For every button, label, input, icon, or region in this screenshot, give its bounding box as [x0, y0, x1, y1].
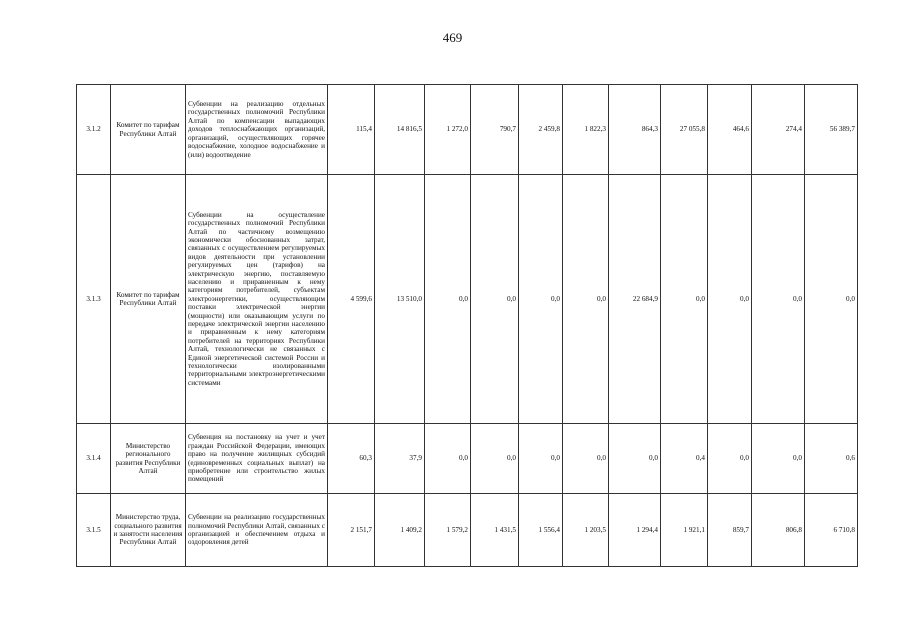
- value-cell: 0,0: [752, 175, 805, 424]
- value-cell: 6 710,8: [805, 494, 858, 567]
- value-cell: 859,7: [708, 494, 752, 567]
- value-cell: 27 055,8: [661, 85, 708, 175]
- value-cell: 0,0: [519, 424, 563, 494]
- value-cell: 13 510,0: [375, 175, 425, 424]
- table-row: [77, 175, 858, 424]
- value-cell: 4 599,6: [328, 175, 375, 424]
- value-cell: 790,7: [471, 85, 519, 175]
- value-cell: 0,0: [563, 175, 609, 424]
- description-cell: Субвенции на осуществление государственных полномочий Республики Алтай по частичному возмещению экономически обоснованных затрат, связанных с осуществлением регулируемых видов деятельности при установлении регулируемых цен (тарифов) на электрическую энергию, поставляемую населению и приравненным к нему категориям потребителей, субъектам электроэнергетики, осуществляющим поставки электрической энергии (мощности) или оказывающим услуги по передаче электрической энергии населению и приравненным к нему категориям потребителей на территориях Республики Алтай, технологически не связанных с Единой энергетической системой России и технологически изолированными территориальными электроэнергетическими системами: [186, 175, 328, 424]
- organization-cell: Министерство труда, социального развития и занятости населения Республики Алтай: [111, 494, 186, 567]
- value-cell: 1 203,5: [563, 494, 609, 567]
- value-cell: 0,0: [805, 175, 858, 424]
- table-row: [77, 424, 858, 494]
- value-cell: 37,9: [375, 424, 425, 494]
- value-cell: 22 684,9: [609, 175, 661, 424]
- value-cell: 56 389,7: [805, 85, 858, 175]
- value-cell: 60,3: [328, 424, 375, 494]
- value-cell: 1 822,3: [563, 85, 609, 175]
- value-cell: 14 816,5: [375, 85, 425, 175]
- value-cell: 0,0: [471, 424, 519, 494]
- row-code-cell: 3.1.5: [77, 494, 111, 567]
- value-cell: 1 294,4: [609, 494, 661, 567]
- value-cell: 0,0: [752, 424, 805, 494]
- value-cell: 806,8: [752, 494, 805, 567]
- row-code-cell: 3.1.2: [77, 85, 111, 175]
- value-cell: 0,0: [425, 424, 471, 494]
- value-cell: 0,0: [519, 175, 563, 424]
- value-cell: 0,0: [425, 175, 471, 424]
- value-cell: 0,0: [471, 175, 519, 424]
- value-cell: 0,0: [708, 424, 752, 494]
- value-cell: 1 272,0: [425, 85, 471, 175]
- value-cell: 1 921,1: [661, 494, 708, 567]
- page-number: 469: [442, 30, 463, 45]
- value-cell: 115,4: [328, 85, 375, 175]
- value-cell: 0,4: [661, 424, 708, 494]
- value-cell: 1 556,4: [519, 494, 563, 567]
- description-cell: Субвенция на постановку на учет и учет граждан Российской Федерации, имеющих право на получение жилищных субсидий (единовременных социальных выплат) на приобретение или строительство жилых помещений: [186, 424, 328, 494]
- value-cell: 0,0: [609, 424, 661, 494]
- value-cell: 464,6: [708, 85, 752, 175]
- value-cell: 274,4: [752, 85, 805, 175]
- description-cell: Субвенции на реализацию государственных полномочий Республики Алтай, связанных с организацией и обеспечением отдыха и оздоровления детей: [186, 494, 328, 567]
- value-cell: 1 409,2: [375, 494, 425, 567]
- organization-cell: Комитет по тарифам Республики Алтай: [111, 175, 186, 424]
- value-cell: 0,6: [805, 424, 858, 494]
- value-cell: 0,0: [661, 175, 708, 424]
- value-cell: 2 151,7: [328, 494, 375, 567]
- row-code-cell: 3.1.3: [77, 175, 111, 424]
- value-cell: 1 579,2: [425, 494, 471, 567]
- subventions-table: [76, 84, 858, 567]
- value-cell: 1 431,5: [471, 494, 519, 567]
- description-cell: Субвенции на реализацию отдельных государственных полномочий Республики Алтай по компенсации выпадающих доходов теплоснабжающих организаций, организаций, осуществляющих горячее водоснабжение, холодное водоснабжение и (или) водоотведение: [186, 85, 328, 175]
- table-row: [77, 494, 858, 567]
- value-cell: 2 459,8: [519, 85, 563, 175]
- row-code-cell: 3.1.4: [77, 424, 111, 494]
- value-cell: 0,0: [563, 424, 609, 494]
- value-cell: 0,0: [708, 175, 752, 424]
- table-row: [77, 85, 858, 175]
- organization-cell: Комитет по тарифам Республики Алтай: [111, 85, 186, 175]
- value-cell: 864,3: [609, 85, 661, 175]
- organization-cell: Министерство регионального развития Республики Алтай: [111, 424, 186, 494]
